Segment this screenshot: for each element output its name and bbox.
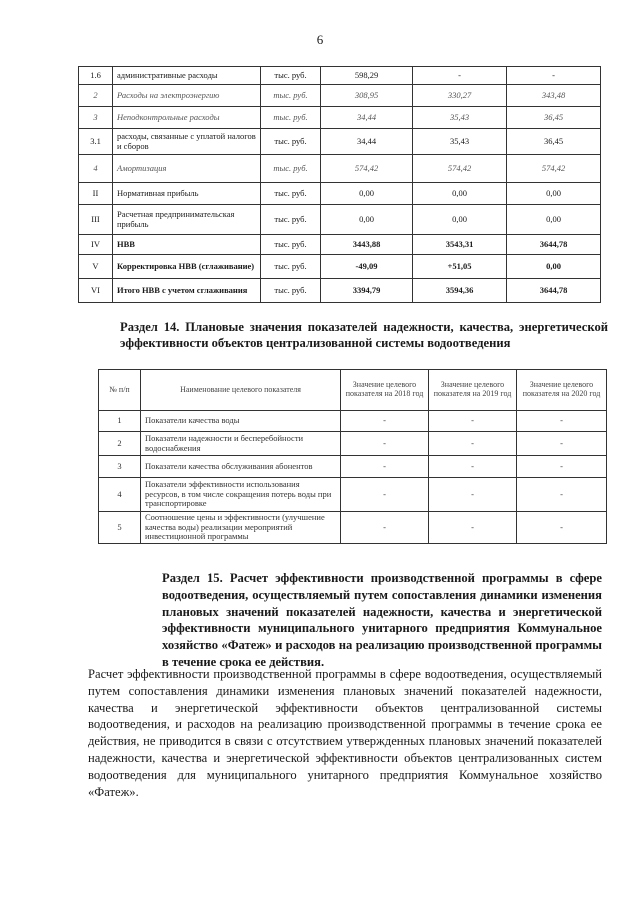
table-row (79, 155, 601, 183)
header-num: № п/п (99, 370, 141, 411)
row-name: НВВ (113, 235, 261, 255)
table-row (79, 67, 601, 85)
indicator-name: Показатели эффективности использования ресурсов, в том числе сокращения потерь воды при транспортировке (141, 478, 341, 512)
table-row (79, 279, 601, 303)
section-15-body-text: Расчет эффективности производственной программы в сфере водоотведения, осуществляемый путем сопоставления динамики изменения плановых значений показателей надежности, качества и энергетической эффективности объектов централизованной системы водоотведения, и расходов на реализацию производственной программы в течение срока ее действия, не приводится в связи с отсутствием утвержденных плановых значений показателей надежности, качества и энергетической эффективности объектов централизованных систем водоотведения для муниципального унитарного предприятия Коммунальное хозяйство «Фатеж». (88, 667, 602, 799)
value-2019: 0,00 (413, 205, 507, 235)
section-15-body (72, 666, 602, 800)
row-number: 3.1 (79, 129, 113, 155)
table-row (99, 411, 607, 432)
value-2019: 0,00 (413, 183, 507, 205)
header-2018: Значение целевого показателя на 2018 год (341, 370, 429, 411)
value-2020: 0,00 (507, 183, 601, 205)
row-unit: тыс. руб. (261, 205, 321, 235)
row-number: V (79, 255, 113, 279)
row-number: 3 (79, 107, 113, 129)
header-2020: Значение целевого показателя на 2020 год (517, 370, 607, 411)
row-number: IV (79, 235, 113, 255)
value-2019: 3594,36 (413, 279, 507, 303)
value-2020: 343,48 (507, 85, 601, 107)
value-2020: 36,45 (507, 107, 601, 129)
page-number: 6 (316, 32, 324, 47)
row-unit: тыс. руб. (261, 235, 321, 255)
row-name: Нормативная прибыль (113, 183, 261, 205)
row-number: 2 (99, 432, 141, 456)
value-2020: 3644,78 (507, 235, 601, 255)
row-unit: тыс. руб. (261, 129, 321, 155)
section-15-title (72, 570, 602, 671)
value-2018: - (341, 411, 429, 432)
row-name: Амортизация (113, 155, 261, 183)
table-row (79, 183, 601, 205)
row-unit: тыс. руб. (261, 155, 321, 183)
value-2019: +51,05 (413, 255, 507, 279)
indicator-name: Соотношение цены и эффективности (улучшение качества воды) реализации мероприятий инвестиционной программы (141, 512, 341, 544)
value-2019: - (413, 67, 507, 85)
row-number: 4 (99, 478, 141, 512)
row-number: 4 (79, 155, 113, 183)
value-2020: 3644,78 (507, 279, 601, 303)
value-2019: - (429, 456, 517, 478)
value-2020: 0,00 (507, 255, 601, 279)
value-2020: - (517, 456, 607, 478)
row-unit: тыс. руб. (261, 255, 321, 279)
value-2020: - (517, 411, 607, 432)
value-2018: - (341, 478, 429, 512)
value-2018: 598,29 (321, 67, 413, 85)
row-name: Расходы на электроэнергию (113, 85, 261, 107)
row-name: Расчетная предпринимательская прибыль (113, 205, 261, 235)
value-2018: -49,09 (321, 255, 413, 279)
value-2018: 34,44 (321, 129, 413, 155)
table-row (79, 85, 601, 107)
table-row (79, 255, 601, 279)
row-number: II (79, 183, 113, 205)
row-unit: тыс. руб. (261, 107, 321, 129)
value-2019: 35,43 (413, 129, 507, 155)
value-2019: 3543,31 (413, 235, 507, 255)
value-2020: 36,45 (507, 129, 601, 155)
table-row (79, 107, 601, 129)
value-2020: - (517, 512, 607, 544)
row-name: административные расходы (113, 67, 261, 85)
row-unit: тыс. руб. (261, 183, 321, 205)
table-row (99, 478, 607, 512)
value-2020: 0,00 (507, 205, 601, 235)
value-2018: 3443,88 (321, 235, 413, 255)
header-2019: Значение целевого показателя на 2019 год (429, 370, 517, 411)
costs-table (78, 66, 601, 303)
table-row (99, 432, 607, 456)
table-row (99, 456, 607, 478)
table-row (79, 205, 601, 235)
section-14-title (72, 319, 608, 351)
row-number: 1 (99, 411, 141, 432)
indicator-name: Показатели качества воды (141, 411, 341, 432)
row-unit: тыс. руб. (261, 279, 321, 303)
value-2019: - (429, 478, 517, 512)
value-2020: 574,42 (507, 155, 601, 183)
value-2019: - (429, 432, 517, 456)
indicators-table (98, 369, 607, 544)
value-2018: 0,00 (321, 183, 413, 205)
row-number: 5 (99, 512, 141, 544)
value-2018: 34,44 (321, 107, 413, 129)
row-name: Корректировка НВВ (сглаживание) (113, 255, 261, 279)
row-number: VI (79, 279, 113, 303)
value-2020: - (507, 67, 601, 85)
section-14-title-text: Раздел 14. Плановые значения показателей надежности, качества, энергетической эффективности объектов централизованной системы водоотведения (120, 320, 608, 350)
row-unit: тыс. руб. (261, 85, 321, 107)
value-2020: - (517, 478, 607, 512)
row-number: 1.6 (79, 67, 113, 85)
value-2019: 330,27 (413, 85, 507, 107)
value-2019: - (429, 512, 517, 544)
row-name: расходы, связанные с уплатой налогов и сборов (113, 129, 261, 155)
indicator-name: Показатели надежности и бесперебойности водоснабжения (141, 432, 341, 456)
value-2018: - (341, 456, 429, 478)
value-2019: 35,43 (413, 107, 507, 129)
table-row (79, 129, 601, 155)
table-row (79, 235, 601, 255)
row-name: Итого НВВ с учетом сглаживания (113, 279, 261, 303)
row-number: 2 (79, 85, 113, 107)
row-unit: тыс. руб. (261, 67, 321, 85)
value-2018: - (341, 432, 429, 456)
table-header-row (99, 370, 607, 411)
value-2019: - (429, 411, 517, 432)
header-name: Наименование целевого показателя (141, 370, 341, 411)
value-2018: 308,95 (321, 85, 413, 107)
table-row (99, 512, 607, 544)
indicator-name: Показатели качества обслуживания абонентов (141, 456, 341, 478)
value-2018: 574,42 (321, 155, 413, 183)
value-2019: 574,42 (413, 155, 507, 183)
value-2018: - (341, 512, 429, 544)
value-2020: - (517, 432, 607, 456)
value-2018: 3394,79 (321, 279, 413, 303)
row-number: 3 (99, 456, 141, 478)
value-2018: 0,00 (321, 205, 413, 235)
section-15-title-text: Раздел 15. Расчет эффективности производственной программы в сфере водоотведения, осуществляемый путем сопоставления динамики изменения плановых значений показателей надежности, качества и энергетической эффективности муниципального унитарного предприятия Коммунальное хозяйство «Фатеж» и расходов на реализацию производственной программы в течение срока ее действия. (162, 571, 602, 669)
row-name: Неподконтрольные расходы (113, 107, 261, 129)
row-number: III (79, 205, 113, 235)
